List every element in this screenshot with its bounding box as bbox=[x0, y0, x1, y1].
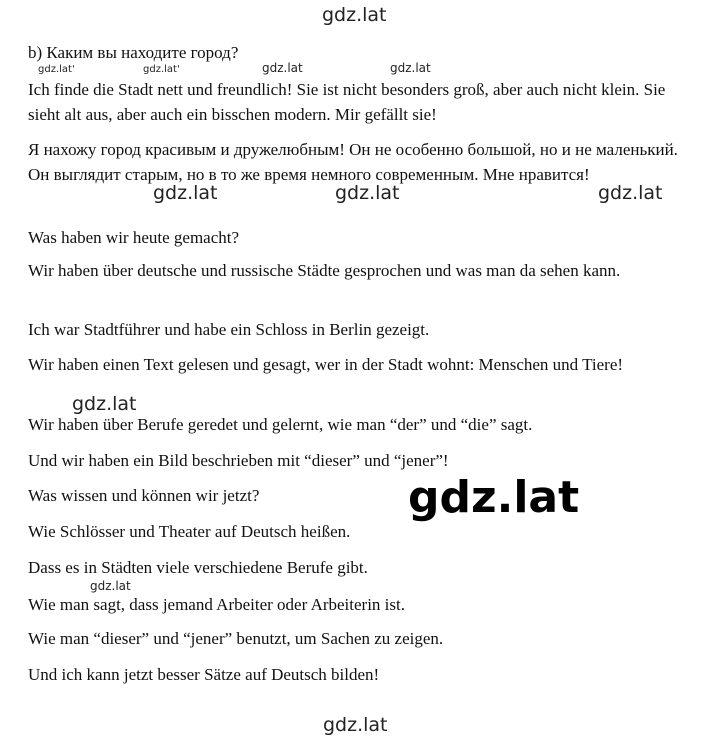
watermark-large: gdz.lat bbox=[408, 472, 580, 523]
paragraph-text-read: Wir haben einen Text gelesen und gesagt, wer in der Stadt wohnt: Menschen und Tiere! bbox=[28, 355, 624, 374]
watermark-left: gdz.lat bbox=[72, 393, 137, 415]
watermark-small-3: gdz.lat bbox=[262, 61, 303, 75]
paragraph-city-guide: Ich war Stadtführer und habe ein Schloss in Berlin gezeigt. bbox=[28, 320, 430, 339]
watermark-bottom: gdz.lat bbox=[323, 714, 388, 736]
watermark-mid-center: gdz.lat bbox=[335, 182, 400, 204]
paragraph-professions: Wir haben über Berufe geredet und gelernt, wie man “der” und “die” sagt. bbox=[28, 415, 533, 434]
paragraph-cities-talk: Wir haben über deutsche und russische Städte gesprochen und was man da sehen kann. bbox=[28, 261, 621, 280]
watermark-small-2: gdz.lat' bbox=[143, 64, 180, 75]
watermark-top: gdz.lat bbox=[322, 4, 387, 26]
watermark-small-lower: gdz.lat bbox=[90, 579, 131, 593]
paragraph-many-professions: Dass es in Städten viele verschiedene Berufe gibt. bbox=[28, 558, 368, 577]
paragraph-german-city-opinion: Ich finde die Stadt nett und freundlich! Sie ist nicht besonders groß, aber auch nicht klein. Sie sieht alt aus, aber auch ein bisschen modern. Mir gefällt sie! bbox=[28, 80, 666, 124]
watermark-small-4: gdz.lat bbox=[390, 61, 431, 75]
paragraph-worker: Wie man sagt, dass jemand Arbeiter oder Arbeiterin ist. bbox=[28, 595, 405, 614]
section-b-question: b) Каким вы находите город? bbox=[28, 43, 239, 62]
paragraph-russian-city-opinion: Я нахожу город красивым и дружелюбным! Он не особенно большой, но и не маленький. Он выглядит старым, но в то же время немного современным. Мне нравится! bbox=[28, 140, 678, 184]
heading-what-did-we-do: Was haben wir heute gemacht? bbox=[28, 228, 240, 247]
paragraph-dieser-jener: Wie man “dieser” und “jener” benutzt, um Sachen zu zeigen. bbox=[28, 629, 444, 648]
paragraph-sentences: Und ich kann jetzt besser Sätze auf Deutsch bilden! bbox=[28, 665, 380, 684]
watermark-mid-left: gdz.lat bbox=[153, 182, 218, 204]
watermark-mid-right: gdz.lat bbox=[598, 182, 663, 204]
watermark-small-1: gdz.lat' bbox=[38, 64, 75, 75]
paragraph-picture-described: Und wir haben ein Bild beschrieben mit “dieser” und “jener”! bbox=[28, 451, 449, 470]
heading-what-can-we-do: Was wissen und können wir jetzt? bbox=[28, 486, 260, 505]
paragraph-castles-theatres: Wie Schlösser und Theater auf Deutsch heißen. bbox=[28, 522, 351, 541]
